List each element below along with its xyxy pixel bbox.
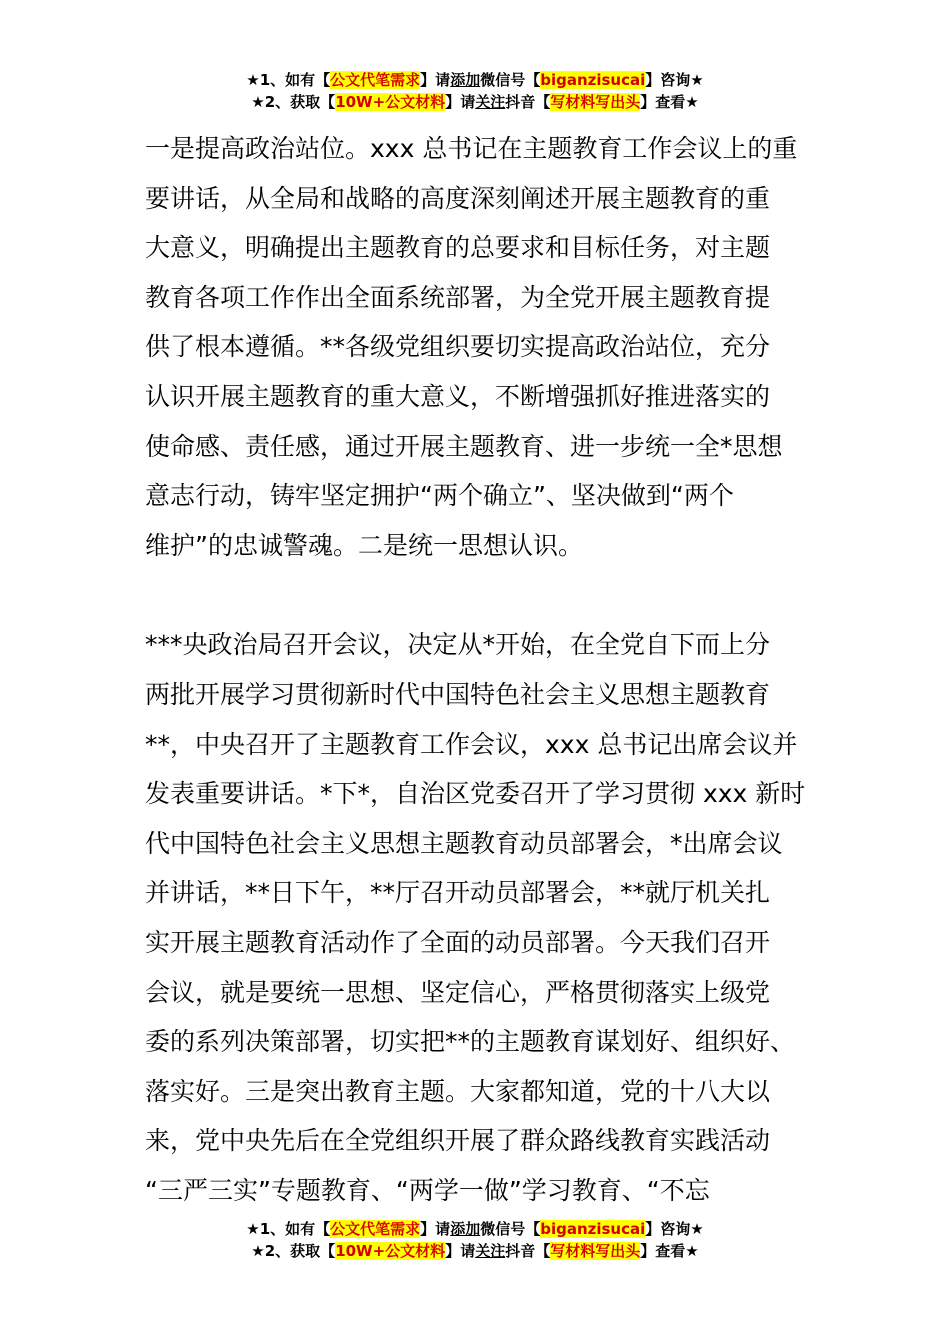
text-line: “三严三实”专题教育、“两学一做”学习教育、“不忘 [145, 1175, 710, 1205]
banner-text: 微信号【 [480, 1220, 541, 1238]
text-line: 使命感、责任感，通过开展主题教育、进一步统一全*思想 [145, 431, 783, 461]
top-banner-line-2 [0, 91, 950, 113]
text-line: ***央政治局召开会议，决定从*开始，在全党自下而上分 [145, 630, 771, 660]
text-line: 要讲话，从全局和战略的高度深刻阐述开展主题教育的重 [145, 183, 771, 213]
text-line: 两批开展学习贯彻新时代中国特色社会主义思想主题教育 [145, 679, 771, 709]
text-line: 供了根本遵循。**各级党组织要切实提高政治站位，充分 [145, 332, 771, 362]
bottom-banner-line-2 [0, 1240, 950, 1262]
highlight-douyin-account: 写材料写出头 [550, 1242, 641, 1260]
banner-text: 微信号【 [480, 71, 541, 89]
paragraph-gap [145, 570, 815, 620]
banner-text: 】查看★ [640, 1242, 699, 1260]
highlight-service: 公文代笔需求 [330, 71, 421, 89]
text-line: 落实好。三是突出教育主题。大家都知道，党的十八大以 [145, 1076, 771, 1106]
highlight-wechat-id: biganzisucai [540, 71, 646, 89]
banner-underlined-text: 关注 [475, 1242, 506, 1260]
text-line: 意志行动，铸牢坚定拥护“两个确立”、坚决做到“两个 [145, 481, 734, 511]
banner-text: 抖音【 [505, 1242, 551, 1260]
bottom-banner-line-1 [0, 1218, 950, 1240]
banner-text: ★2、获取【 [251, 93, 336, 111]
text-line: 并讲话，**日下午，**厅召开动员部署会，**就厅机关扎 [145, 878, 771, 908]
banner-underlined-text: 添加 [450, 1220, 481, 1238]
paragraph-2 [145, 620, 815, 1215]
banner-text: 】查看★ [640, 93, 699, 111]
highlight-materials: 10W+公文材料 [335, 93, 446, 111]
top-banner-line-1 [0, 69, 950, 91]
text-line: 委的系列决策部署，切实把**的主题教育谋划好、组织好、 [145, 1027, 796, 1057]
text-line: 会议，就是要统一思想、坚定信心，严格贯彻落实上级党 [145, 977, 771, 1007]
text-line: 来，党中央先后在全党组织开展了群众路线教育实践活动 [145, 1126, 771, 1156]
highlight-materials: 10W+公文材料 [335, 1242, 446, 1260]
banner-text: 抖音【 [505, 93, 551, 111]
banner-underlined-text: 关注 [475, 93, 506, 111]
document-body [145, 124, 815, 1215]
banner-text: 】咨询★ [645, 1220, 704, 1238]
text-line: 实开展主题教育活动作了全面的动员部署。今天我们召开 [145, 927, 771, 957]
banner-text: ★1、如有【 [246, 1220, 331, 1238]
banner-text: ★1、如有【 [246, 71, 331, 89]
banner-text: 】咨询★ [645, 71, 704, 89]
banner-text: 】请 [445, 93, 476, 111]
top-promo-banner [0, 69, 950, 113]
text-line: 代中国特色社会主义思想主题教育动员部署会，*出席会议 [145, 828, 783, 858]
banner-text: 】请 [420, 1220, 451, 1238]
text-line: 认识开展主题教育的重大意义，不断增强抓好推进落实的 [145, 381, 771, 411]
text-line: 一是提高政治站位。xxx 总书记在主题教育工作会议上的重 [145, 134, 798, 163]
text-line: 发表重要讲话。*下*，自治区党委召开了学习贯彻 xxx 新时 [145, 779, 806, 809]
banner-text: 】请 [420, 71, 451, 89]
banner-text: ★2、获取【 [251, 1242, 336, 1260]
text-line: **，中央召开了主题教育工作会议，xxx 总书记出席会议并 [145, 729, 798, 759]
text-line: 教育各项工作作出全面系统部署，为全党开展主题教育提 [145, 282, 771, 312]
text-line: 维护”的忠诚警魂。二是统一思想认识。 [145, 530, 583, 560]
highlight-wechat-id: biganzisucai [540, 1220, 646, 1238]
highlight-douyin-account: 写材料写出头 [550, 93, 641, 111]
bottom-promo-banner [0, 1218, 950, 1262]
highlight-service: 公文代笔需求 [330, 1220, 421, 1238]
banner-text: 】请 [445, 1242, 476, 1260]
banner-underlined-text: 添加 [450, 71, 481, 89]
paragraph-1 [145, 124, 815, 570]
text-line: 大意义，明确提出主题教育的总要求和目标任务，对主题 [145, 233, 771, 263]
